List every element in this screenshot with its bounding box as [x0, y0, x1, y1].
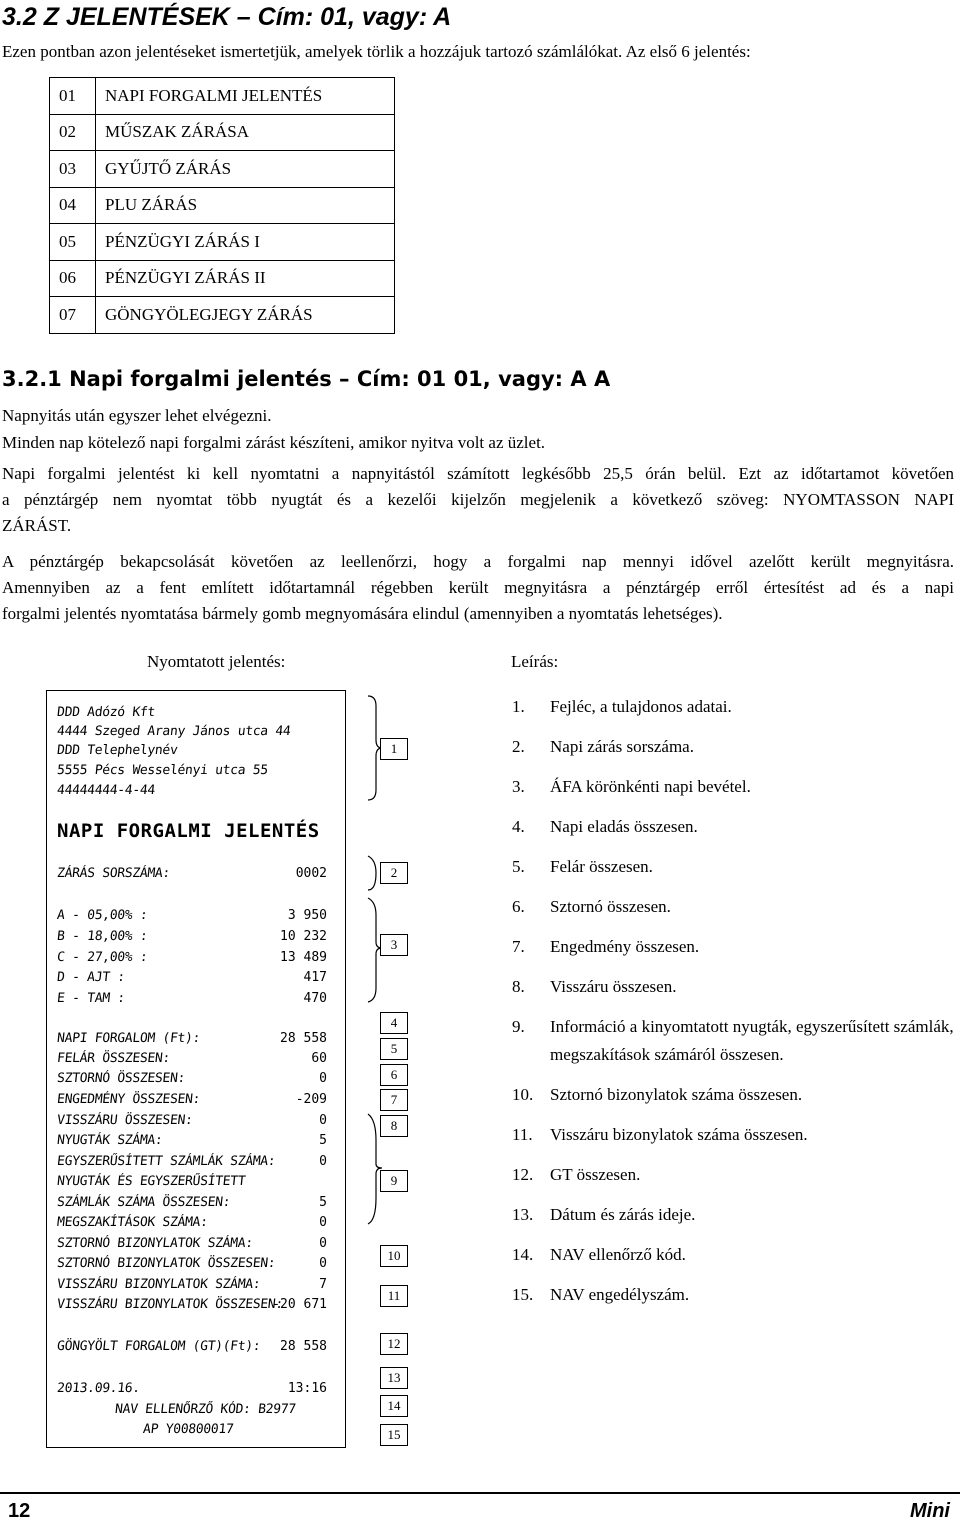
- callout-box-7: 7: [380, 1089, 408, 1111]
- report-row: [50, 78, 395, 115]
- description-text: Sztornó bizonylatok száma összesen.: [550, 1085, 803, 1104]
- brand-name: Mini: [910, 1500, 950, 1522]
- description-number: 11.: [512, 1125, 533, 1144]
- receipt-vat-label: E - TAM :: [56, 991, 126, 1006]
- body-paragraph-1: Napnyitás után egyszer lehet elvégezni.: [2, 406, 272, 425]
- report-name: GÖNGYÖLEGJEGY ZÁRÁS: [96, 297, 395, 334]
- callout-box-9: 9: [380, 1170, 408, 1192]
- receipt-closing-no-label: ZÁRÁS SORSZÁMA:: [56, 866, 171, 881]
- receipt-summary-label: SZÁMLÁK SZÁMA ÖSSZESEN:: [56, 1195, 231, 1210]
- receipt-summary-label: VISSZÁRU BIZONYLATOK SZÁMA:: [56, 1277, 262, 1292]
- callout-box-8: 8: [380, 1115, 408, 1137]
- description-text: ÁFA körönkénti napi bevétel.: [550, 777, 751, 796]
- report-name: PLU ZÁRÁS: [96, 187, 395, 224]
- callout-box-14: 14: [380, 1395, 408, 1417]
- report-name: NAPI FORGALMI JELENTÉS: [96, 78, 395, 115]
- receipt-summary-value: 0: [319, 1113, 327, 1128]
- receipt-vat-label: D - AJT :: [56, 970, 126, 985]
- description-text: Információ a kinyomtatott nyugták, egyszerűsített számlák, megszakítások számáról összesen.: [550, 1017, 954, 1064]
- description-number: 10.: [512, 1085, 534, 1104]
- description-number: 4.: [512, 817, 525, 836]
- receipt-vat-label: B - 18,00% :: [56, 929, 149, 944]
- body-paragraph-4-line-3: forgalmi jelentés nyomtatása bármely gomb megnyomására elindul (amennyiben a nyomtatás lehetséges).: [2, 604, 723, 623]
- description-text: NAV ellenőrző kód.: [550, 1245, 686, 1264]
- receipt-summary-value: 5: [319, 1195, 327, 1210]
- report-row: [50, 151, 395, 188]
- report-name: MŰSZAK ZÁRÁSA: [96, 114, 395, 151]
- section-title: 3.2 Z JELENTÉSEK – Cím: 01, vagy: A: [2, 3, 452, 31]
- callout-box-5: 5: [380, 1038, 408, 1060]
- receipt-summary-label: ENGEDMÉNY ÖSSZESEN:: [56, 1092, 201, 1107]
- body-paragraph-3-line-2: a pénztárgép nem nyomtat több nyugtát és a kezelői kijelzőn megjelenik a következő szöveg: NYOMTASSON NAPI: [2, 490, 954, 509]
- description-text: Napi zárás sorszáma.: [550, 737, 694, 756]
- description-number: 13.: [512, 1205, 534, 1224]
- callout-box-15: 15: [380, 1424, 408, 1446]
- receipt-summary-label: NAPI FORGALOM (Ft):: [56, 1031, 201, 1046]
- report-number: 07: [50, 297, 96, 334]
- page-number: 12: [8, 1500, 31, 1522]
- description-text: Dátum és zárás ideje.: [550, 1205, 696, 1224]
- description-label: Leírás:: [511, 652, 559, 671]
- receipt-summary-label: VISSZÁRU BIZONYLATOK ÖSSZESEN:: [56, 1297, 284, 1312]
- description-number: 2.: [512, 737, 525, 756]
- receipt-header-line: 44444444-4-44: [56, 783, 156, 798]
- callout-box-4: 4: [380, 1012, 408, 1034]
- description-number: 6.: [512, 897, 525, 916]
- receipt-vat-label: A - 05,00% :: [56, 908, 149, 923]
- description-text: Fejléc, a tulajdonos adatai.: [550, 697, 732, 716]
- body-paragraph-3-line-3: ZÁRÁST.: [2, 516, 72, 535]
- receipt-date: 2013.09.16.: [56, 1381, 141, 1396]
- receipt-vat-value: 13 489: [280, 950, 327, 965]
- receipt-summary-label: EGYSZERŰSÍTETT SZÁMLÁK SZÁMA:: [56, 1154, 277, 1169]
- description-text: Visszáru összesen.: [550, 977, 677, 996]
- receipt-summary-value: 0: [319, 1154, 327, 1169]
- receipt-header-line: 4444 Szeged Arany János utca 44: [56, 724, 292, 739]
- description-text: Napi eladás összesen.: [550, 817, 698, 836]
- receipt-vat-value: 470: [303, 991, 327, 1006]
- report-row: [50, 114, 395, 151]
- receipt-summary-label: MEGSZAKÍTÁSOK SZÁMA:: [56, 1215, 209, 1230]
- receipt-summary-value: 0: [319, 1236, 327, 1251]
- callout-box-3: 3: [380, 934, 408, 956]
- description-number: 9.: [512, 1017, 525, 1036]
- receipt-title: NAPI FORGALMI JELENTÉS: [57, 820, 320, 842]
- receipt-closing-no-value: 0002: [295, 866, 327, 881]
- callout-box-1: 1: [380, 738, 408, 760]
- receipt-gt-value: 28 558: [280, 1339, 327, 1354]
- receipt-summary-value: 28 558: [280, 1031, 327, 1046]
- receipt-summary-value: 5: [319, 1133, 327, 1148]
- description-text: Sztornó összesen.: [550, 897, 671, 916]
- report-name: PÉNZÜGYI ZÁRÁS II: [96, 260, 395, 297]
- description-text: Engedmény összesen.: [550, 937, 700, 956]
- description-number: 14.: [512, 1245, 534, 1264]
- body-paragraph-2: Minden nap kötelező napi forgalmi zárást készíteni, amikor nyitva volt az üzlet.: [2, 433, 546, 452]
- report-number: 04: [50, 187, 96, 224]
- body-paragraph-4: [2, 549, 954, 627]
- description-number: 1.: [512, 697, 525, 716]
- receipt-summary-value: 0: [319, 1256, 327, 1271]
- receipt-summary-label: SZTORNÓ BIZONYLATOK ÖSSZESEN:: [56, 1256, 277, 1271]
- receipt-summary-label: SZTORNÓ BIZONYLATOK SZÁMA:: [56, 1236, 254, 1251]
- receipt-summary-value: -209: [295, 1092, 327, 1107]
- receipt-header-line: 5555 Pécs Wesselényi utca 55: [56, 763, 269, 778]
- description-text: GT összesen.: [550, 1165, 641, 1184]
- description-text: Visszáru bizonylatok száma összesen.: [550, 1125, 808, 1144]
- receipt-summary-label: FELÁR ÖSSZESEN:: [56, 1051, 171, 1066]
- report-name: PÉNZÜGYI ZÁRÁS I: [96, 224, 395, 261]
- receipt-gt-label: GÖNGYÖLT FORGALOM (GT)(Ft):: [56, 1339, 262, 1354]
- receipt-vat-label: C - 27,00% :: [56, 950, 149, 965]
- report-number: 01: [50, 78, 96, 115]
- description-number: 7.: [512, 937, 525, 956]
- callout-box-2: 2: [380, 862, 408, 884]
- receipt-vat-value: 417: [303, 970, 327, 985]
- callout-box-13: 13: [380, 1367, 408, 1389]
- receipt-summary-label: SZTORNÓ ÖSSZESEN:: [56, 1071, 186, 1086]
- report-number: 06: [50, 260, 96, 297]
- report-name: GYŰJTŐ ZÁRÁS: [96, 151, 395, 188]
- callout-box-12: 12: [380, 1333, 408, 1355]
- report-number: 05: [50, 224, 96, 261]
- receipt-vat-value: 3 950: [287, 908, 327, 923]
- printed-report-label: Nyomtatott jelentés:: [147, 652, 286, 671]
- receipt-summary-label: NYUGTÁK ÉS EGYSZERŰSÍTETT: [56, 1174, 247, 1189]
- report-number: 02: [50, 114, 96, 151]
- receipt-nav-license: AP Y00800017: [142, 1422, 235, 1437]
- report-row: [50, 224, 395, 261]
- body-paragraph-3-line-1: Napi forgalmi jelentést ki kell nyomtatni a napnyitástól számított legkésőbb 25,5 órán belül. Ezt az időtartamot követően: [2, 464, 954, 483]
- report-number: 03: [50, 151, 96, 188]
- receipt-summary-value: 0: [319, 1215, 327, 1230]
- receipt-summary-value: 7: [319, 1277, 327, 1292]
- description-number: 15.: [512, 1285, 534, 1304]
- receipt-header-line: DDD Adózó Kft: [56, 705, 156, 720]
- receipt-header-line: DDD Telephelynév: [56, 743, 179, 758]
- receipt-printout: [46, 690, 346, 1448]
- body-paragraph-3: [2, 461, 954, 539]
- brace-2: [368, 856, 376, 890]
- callout-box-11: 11: [380, 1285, 408, 1307]
- receipt-summary-value: 0: [319, 1071, 327, 1086]
- description-number: 8.: [512, 977, 525, 996]
- body-paragraph-4-line-2: Amennyiben az a fent említett időtartamnál régebben került megnyitásra a pénztárgép erről értesítést ad és a napi: [2, 578, 954, 597]
- receipt-summary-value: 60: [311, 1051, 327, 1066]
- description-text: Felár összesen.: [550, 857, 653, 876]
- receipt-vat-value: 10 232: [280, 929, 327, 944]
- footer-rule: [0, 1492, 960, 1494]
- receipt-nav-code: NAV ELLENŐRZŐ KÓD: B2977: [114, 1402, 297, 1417]
- callout-box-6: 6: [380, 1064, 408, 1086]
- report-list-table: [49, 77, 395, 334]
- receipt-time: 13:16: [287, 1381, 327, 1396]
- report-row: [50, 297, 395, 334]
- receipt-summary-label: NYUGTÁK SZÁMA:: [56, 1133, 164, 1148]
- report-row: [50, 260, 395, 297]
- report-row: [50, 187, 395, 224]
- description-number: 5.: [512, 857, 525, 876]
- description-text: NAV engedélyszám.: [550, 1285, 690, 1304]
- receipt-summary-label: VISSZÁRU ÖSSZESEN:: [56, 1113, 194, 1128]
- receipt-summary-value: -20 671: [272, 1297, 327, 1312]
- description-number: 3.: [512, 777, 525, 796]
- description-number: 12.: [512, 1165, 534, 1184]
- intro-text: Ezen pontban azon jelentéseket ismertetjük, amelyek törlik a hozzájuk tartozó számlálókat. Az első 6 jelentés:: [2, 42, 751, 61]
- callout-box-10: 10: [380, 1245, 408, 1267]
- subsection-title: 3.2.1 Napi forgalmi jelentés – Cím: 01 01, vagy: A A: [2, 367, 611, 391]
- body-paragraph-4-line-1: A pénztárgép bekapcsolását követően az leellenőrzi, hogy a forgalmi nap mennyi idővel azelőtt került megnyitásra.: [2, 552, 954, 571]
